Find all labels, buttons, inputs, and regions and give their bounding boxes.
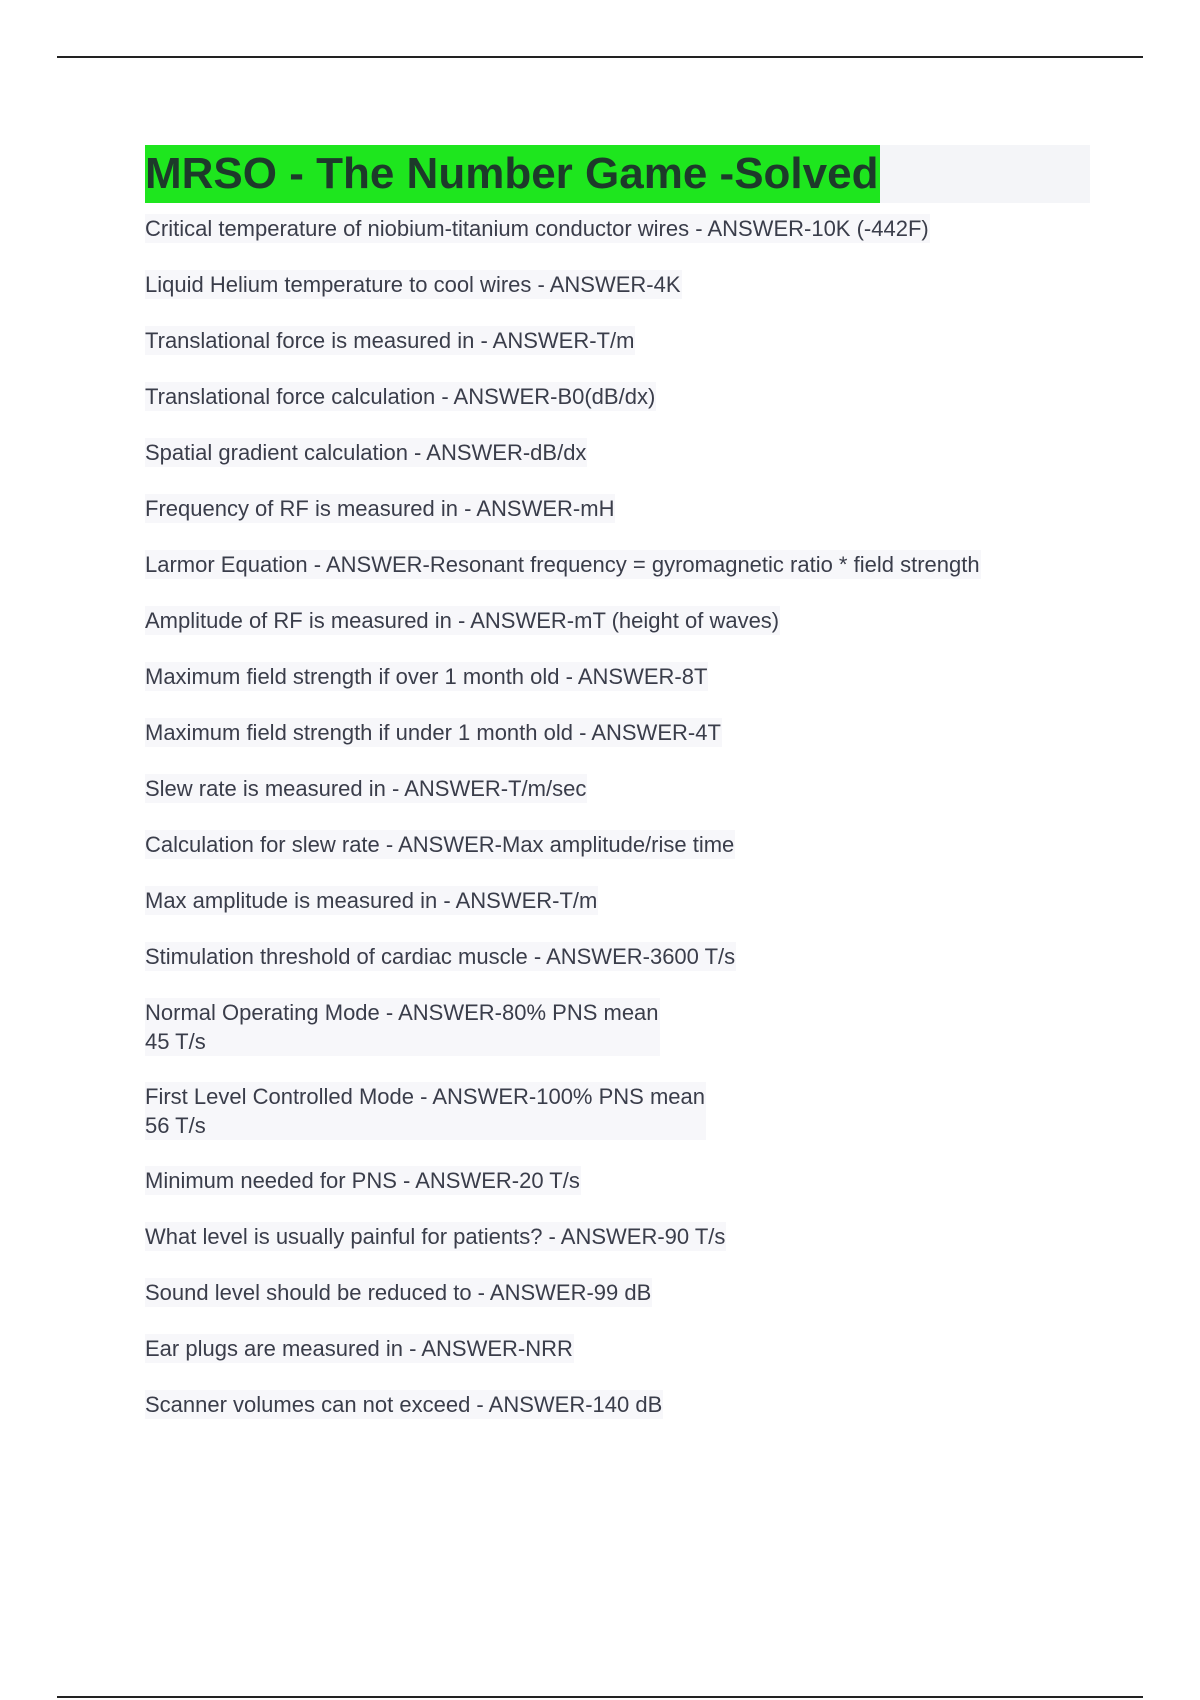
qa-text: Scanner volumes can not exceed - ANSWER-140 dB [145,1392,663,1417]
title-band [145,145,1090,203]
qa-text: Minimum needed for PNS - ANSWER-20 T/s [145,1168,580,1193]
qa-text: Liquid Helium temperature to cool wires - ANSWER-4K [145,272,681,297]
qa-text: Max amplitude is measured in - ANSWER-T/m [145,888,598,913]
qa-item [145,326,1090,382]
qa-item [145,214,1090,270]
qa-item [145,830,1090,886]
top-rule [57,56,1143,58]
qa-item [145,382,1090,438]
qa-item [145,494,1090,550]
document-body [145,145,1090,1446]
qa-text: Sound level should be reduced to - ANSWER-99 dB [145,1280,652,1305]
qa-text: Calculation for slew rate - ANSWER-Max amplitude/rise time [145,832,735,857]
qa-item [145,1222,1090,1278]
qa-text: Larmor Equation - ANSWER-Resonant frequency = gyromagnetic ratio * field strength [145,552,980,577]
qa-text: Slew rate is measured in - ANSWER-T/m/sec [145,776,587,801]
qa-item [145,942,1090,998]
qa-item [145,662,1090,718]
qa-item [145,1390,1090,1446]
qa-item [145,718,1090,774]
qa-item [145,1334,1090,1390]
qa-item [145,1166,1090,1222]
qa-text: Translational force calculation - ANSWER-B0(dB/dx) [145,384,656,409]
document-title: MRSO - The Number Game -Solved [145,145,880,203]
qa-text: Critical temperature of niobium-titanium conductor wires - ANSWER-10K (-442F) [145,216,929,241]
qa-text: First Level Controlled Mode - ANSWER-100% PNS mean 56 T/s [145,1084,705,1138]
qa-text: Maximum field strength if under 1 month old - ANSWER-4T [145,720,721,745]
qa-text: Translational force is measured in - ANSWER-T/m [145,328,635,353]
bottom-rule [57,1696,1143,1698]
qa-item [145,270,1090,326]
qa-text: Maximum field strength if over 1 month old - ANSWER-8T [145,664,708,689]
qa-item [145,774,1090,830]
qa-item [145,886,1090,942]
qa-list [145,214,1090,1446]
qa-item [145,1082,1090,1166]
qa-item [145,606,1090,662]
qa-text: Ear plugs are measured in - ANSWER-NRR [145,1336,573,1361]
qa-item [145,438,1090,494]
qa-text: Frequency of RF is measured in - ANSWER-mH [145,496,615,521]
qa-text: Spatial gradient calculation - ANSWER-dB/dx [145,440,587,465]
qa-item [145,550,1090,606]
qa-item [145,1278,1090,1334]
qa-text: Stimulation threshold of cardiac muscle - ANSWER-3600 T/s [145,944,736,969]
qa-text: What level is usually painful for patients? - ANSWER-90 T/s [145,1224,726,1249]
qa-item [145,998,1090,1082]
qa-text: Amplitude of RF is measured in - ANSWER-mT (height of waves) [145,608,780,633]
qa-text: Normal Operating Mode - ANSWER-80% PNS mean 45 T/s [145,1000,659,1054]
